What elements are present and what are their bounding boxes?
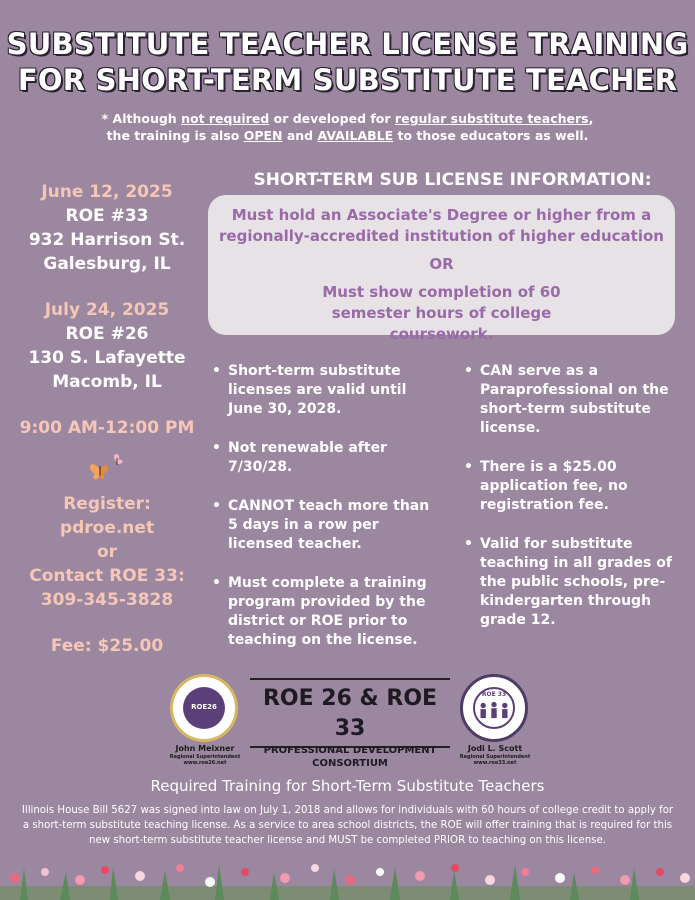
- consortium-banner: [250, 678, 450, 769]
- session-time: 9:00 AM-12:00 PM: [19, 418, 195, 438]
- list-item: • Must complete a training program provided by the district or ROE prior to teaching on the license.: [212, 574, 437, 650]
- list-item: • CAN serve as a Paraprofessional on the short-term substitute license.: [464, 362, 679, 438]
- superintendent-site: www.roe26.net: [183, 760, 227, 766]
- note-text: ,: [588, 111, 594, 126]
- superintendent-name: Jodi L. Scott: [467, 744, 523, 753]
- consortium-subtitle: PROFESSIONAL DEVELOPMENT CONSORTIUM: [263, 745, 437, 769]
- bullet-list-right: [464, 362, 679, 650]
- note-underline: OPEN: [243, 128, 283, 143]
- list-item: • Not renewable after 7/30/28.: [212, 439, 437, 477]
- note-underline: regular substitute teachers: [394, 111, 589, 126]
- session-address: 130 S. Lafayette: [28, 348, 186, 368]
- consortium-logos: [160, 670, 540, 769]
- session-date: June 12, 2025: [41, 182, 173, 202]
- flower-border-icon: [0, 858, 695, 900]
- superintendent-site: www.roe33.net: [473, 760, 517, 766]
- superintendent-role: Regional Superintendent: [459, 754, 531, 760]
- contact-label: Contact ROE 33:: [29, 566, 185, 586]
- availability-note: [0, 110, 695, 144]
- note-text: and: [282, 128, 318, 143]
- info-heading: SHORT-TERM SUB LICENSE INFORMATION:: [253, 170, 652, 190]
- session-1: [12, 180, 202, 276]
- list-item: • Valid for substitute teaching in all grades of the public schools, pre-kindergarten through grade 12.: [464, 535, 679, 630]
- requirement-or: OR: [429, 255, 454, 273]
- session-address: 932 Harrison St.: [28, 230, 186, 250]
- note-text: * Although: [101, 111, 182, 126]
- session-2: [12, 298, 202, 394]
- list-item: • Short-term substitute licenses are valid until June 30, 2028.: [212, 362, 437, 419]
- session-city: Galesburg, IL: [43, 254, 171, 274]
- note-text: the training is also: [106, 128, 244, 143]
- butterfly-icon: [87, 452, 127, 482]
- note-underline: not required: [181, 111, 270, 126]
- note-text: or developed for: [269, 111, 395, 126]
- session-details: [12, 180, 202, 658]
- seal-text: ROE26: [191, 703, 217, 711]
- seal-text: ROE 33: [481, 691, 507, 698]
- session-city: Macomb, IL: [52, 372, 162, 392]
- required-training-heading: Required Training for Short-Term Substitute Teachers: [150, 777, 545, 795]
- fee-text: Fee: $25.00: [50, 636, 164, 656]
- description-paragraph: Illinois House Bill 5627 was signed into law on July 1, 2018 and allows for individuals with 60 hours of college credit to apply for a short-term substitute teaching license. As a service to area school districts, the ROE will offer training that is required for this new short-term substitute teacher license and MUST be completed PRIOR to teaching on this license.: [21, 805, 674, 846]
- left-superintendent: [165, 744, 245, 766]
- session-date: July 24, 2025: [44, 300, 170, 320]
- register-link[interactable]: pdroe.net: [59, 518, 155, 538]
- requirement-coursework: Must show completion of 60 semester hours of college coursework.: [322, 283, 561, 343]
- note-underline: AVAILABLE: [317, 128, 394, 143]
- page-title: [0, 26, 695, 98]
- register-label: Register:: [63, 494, 151, 514]
- note-text: to those educators as well.: [393, 128, 589, 143]
- title-line-1: SUBSTITUTE TEACHER LICENSE TRAINING: [6, 27, 689, 61]
- contact-phone[interactable]: 309-345-3828: [40, 590, 174, 610]
- requirements-box: [208, 195, 675, 343]
- students-icon: [476, 701, 512, 719]
- consortium-title: ROE 26 & ROE 33: [262, 686, 438, 741]
- session-roe: ROE #33: [65, 206, 149, 226]
- title-line-2: FOR SHORT-TERM SUBSTITUTE TEACHER: [17, 63, 678, 97]
- superintendent-role: Regional Superintendent: [169, 754, 241, 760]
- bullet-list-left: [212, 362, 437, 670]
- register-or: or: [96, 542, 118, 562]
- roe26-seal-icon: [170, 674, 238, 742]
- superintendent-name: John Meixner: [175, 744, 235, 753]
- session-roe: ROE #26: [65, 324, 149, 344]
- roe33-seal-icon: [460, 674, 528, 742]
- right-superintendent: [455, 744, 535, 766]
- registration: [12, 492, 202, 612]
- list-item: • There is a $25.00 application fee, no registration fee.: [464, 458, 679, 515]
- requirement-degree: Must hold an Associate's Degree or higher from a regionally-accredited institution of higher education: [219, 206, 664, 245]
- list-item: • CANNOT teach more than 5 days in a row per licensed teacher.: [212, 497, 437, 554]
